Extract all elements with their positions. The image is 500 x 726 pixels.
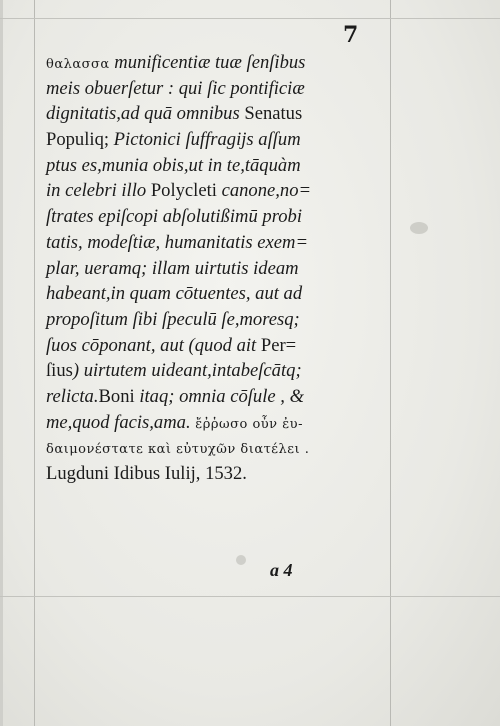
page-number: 7 xyxy=(343,22,359,48)
latin-text: meis obuerſetur : qui ſic pontificiæ xyxy=(46,77,305,99)
latin-text: itaq; omnia cōſule , & xyxy=(134,385,305,407)
text-line xyxy=(46,50,378,76)
ink-spot xyxy=(236,555,246,565)
roman-text: Populiq; xyxy=(46,129,110,151)
latin-text: Pictonici ſuffragijs aſſum xyxy=(109,129,301,151)
roman-text: Polycleti xyxy=(150,180,217,202)
text-line xyxy=(46,204,378,230)
latin-text: dignitatis,ad quā omnibus xyxy=(46,103,245,125)
margin-rule-top xyxy=(0,18,500,19)
latin-text: plar, ueramq; illam uirtutis ideam xyxy=(46,257,299,279)
latin-text: habeant,in quam cōtuentes, aut ad xyxy=(46,283,303,305)
text-line xyxy=(46,101,378,127)
dateline xyxy=(46,461,378,487)
latin-text: ſuos cōponant, aut (quod ait xyxy=(46,334,261,356)
text-line xyxy=(46,307,378,333)
greek-word: θαλασσα xyxy=(46,57,110,72)
latin-text: ) uirtutem uideant,intabeſcātq; xyxy=(72,360,302,382)
roman-text: Per= xyxy=(260,334,297,356)
text-line xyxy=(46,153,378,179)
latin-text: propoſitum ſibi ſpeculū ſe,moresq; xyxy=(46,308,300,330)
date-text: Idibus Iulij, 1532. xyxy=(109,463,247,484)
latin-text: ſtrates epiſcopi abſolutißimū probi xyxy=(46,206,302,228)
roman-text: ſius xyxy=(46,360,73,382)
text-line xyxy=(46,384,378,410)
latin-text: ptus es,munia obis,ut in te,tāquàm xyxy=(46,154,301,176)
page-edge xyxy=(0,0,3,726)
text-line xyxy=(46,230,378,256)
text-line xyxy=(46,76,378,102)
text-line xyxy=(46,178,378,204)
margin-rule-left xyxy=(34,0,35,726)
text-line xyxy=(46,333,378,359)
text-line xyxy=(46,410,378,436)
latin-text: relicta. xyxy=(46,385,99,407)
text-line xyxy=(46,435,378,461)
greek-text: ἔῤῥωσο οὖν ἐυ- xyxy=(195,416,303,432)
text-line xyxy=(46,256,378,282)
text-line xyxy=(46,127,378,153)
latin-text: tatis, modeſtiæ, humanitatis exem= xyxy=(46,231,308,253)
latin-text: in celebri illo xyxy=(46,180,151,202)
signature-mark: a 4 xyxy=(270,560,293,580)
paper-stain xyxy=(410,222,428,234)
roman-text: Lugduni xyxy=(46,463,110,484)
latin-text: munificentiæ tuæ ſenſibus xyxy=(109,52,306,73)
latin-text: canone,no= xyxy=(216,180,312,202)
roman-text: Boni xyxy=(98,385,135,407)
roman-text: Senatus xyxy=(244,103,303,125)
latin-text: me,quod facis,ama. xyxy=(46,411,196,433)
greek-text: δαιμονέστατε καὶ εὐτυχῶν διατέλει . xyxy=(46,442,310,458)
text-line xyxy=(46,358,378,384)
margin-rule-right xyxy=(390,0,391,726)
body-text xyxy=(46,50,378,487)
text-line xyxy=(46,281,378,307)
margin-rule-bottom xyxy=(0,596,500,597)
